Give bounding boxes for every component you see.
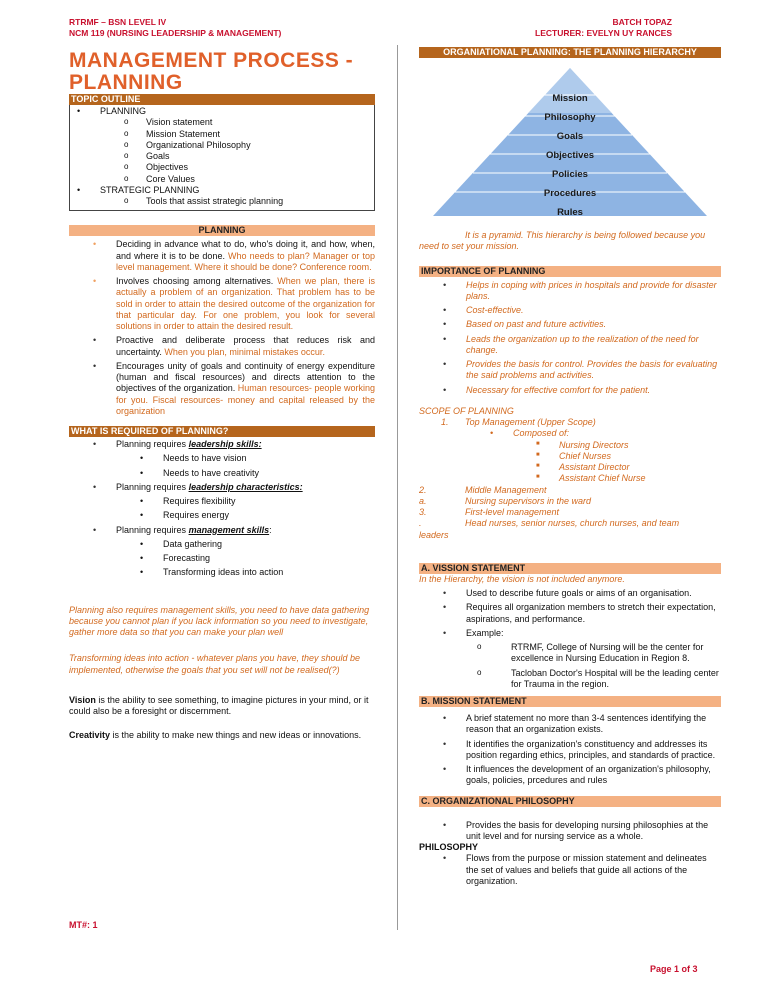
vision-item: • Requires all organization members to stretch their expectation, aspirations, and performance.	[419, 602, 721, 625]
vision-example	[419, 642, 721, 665]
importance-item: • Helps in coping with prices in hospitals and provide for disaster plans.	[419, 280, 721, 303]
topic-outline-heading: TOPIC OUTLINE	[69, 94, 375, 105]
vision-definition	[69, 695, 375, 718]
hierarchy-heading: ORGANIATIONAL PLANNING: THE PLANNING HIERARCHY	[419, 47, 721, 58]
philosophy-subheading: PHILOSOPHY	[419, 842, 479, 852]
requires-prefix: Planning requires	[116, 524, 187, 535]
square-bullet-icon: ■	[536, 440, 540, 447]
scope-first	[419, 507, 721, 518]
planning-list	[69, 239, 375, 417]
title-line-1: MANAGEMENT PROCESS -	[69, 49, 354, 72]
required-group	[69, 439, 375, 450]
outline-subitem: o Organizational Philosophy	[70, 140, 374, 151]
vision-heading: A. VISSION STATEMENT	[419, 563, 721, 574]
scope-label: Nursing supervisors in the ward	[465, 495, 592, 506]
vision-note: In the Hierarchy, the vision is not included anymore.	[419, 573, 625, 584]
scope-composed: • Composed of:	[419, 428, 721, 439]
pyramid-level-objectives: Objectives	[545, 150, 595, 161]
example-text: Tacloban Doctor's Hospital will be the leading center for Trauma in the region.	[511, 667, 719, 689]
planning-bullet	[69, 335, 375, 358]
required-heading: WHAT IS REQUIRED OF PLANNING?	[69, 426, 375, 437]
mission-heading: B. MISSION STATEMENT	[419, 696, 721, 707]
mission-item: • It influences the development of an organization's philosophy, goals, policies, prcedures and rules	[419, 764, 721, 787]
planning-bullet	[69, 361, 375, 417]
definition-text: is the ability to make new things and new ideas or innovations.	[110, 730, 362, 741]
scope-number: a.	[419, 495, 427, 506]
square-bullet-icon: ■	[536, 463, 540, 469]
scope-label: Head nurses, senior nurses, church nurses, and team	[465, 518, 680, 529]
term-vision: Vision	[69, 694, 96, 705]
member-label: Assistant Chief Nurse	[559, 473, 646, 484]
footer-page-number: Page 1 of 3	[650, 964, 698, 974]
scope-members	[419, 440, 721, 485]
definition-text: is the ability to see something, to imagine pictures in your mind, or it could also be a foresight or discernment.	[69, 694, 369, 717]
philosophy-list	[419, 820, 721, 888]
vision-example	[419, 668, 721, 691]
required-item: • Needs to have creativity	[69, 468, 375, 479]
importance-item: • Leads the organization up to the realization of the need for change.	[419, 334, 721, 357]
scope-label: First-level management	[465, 507, 560, 517]
outline-item: • STRATEGIC PLANNING	[70, 185, 374, 196]
colon: :	[269, 524, 272, 535]
scope-member	[536, 473, 721, 484]
requires-prefix: Planning requires	[116, 481, 187, 492]
scope-top	[419, 417, 721, 428]
mission-item: • A brief statement no more than 3-4 sentences identifying the reason that an organization exists.	[419, 713, 721, 736]
planning-bullet	[69, 276, 375, 332]
left-column	[69, 50, 375, 742]
importance-heading: IMPORTANCE OF PLANNING	[419, 266, 721, 277]
pyramid-level-philosophy: Philosophy	[544, 112, 596, 123]
column-divider	[397, 45, 398, 930]
scope-number: .	[419, 518, 422, 529]
philosophy-heading: C. ORGANIZATIONAL PHILOSOPHY	[419, 796, 721, 807]
pyramid-level-mission: Mission	[552, 93, 588, 104]
required-item: • Data gathering	[69, 539, 375, 550]
scope-label: Top Management (Upper Scope)	[465, 417, 596, 427]
required-group	[69, 525, 375, 536]
bullet-note: When you plan, minimal mistakes occur.	[164, 346, 325, 357]
term-creativity: Creativity	[69, 730, 111, 741]
importance-item: • Cost-effective.	[419, 305, 721, 316]
scope-number: 1.	[441, 417, 449, 427]
outline-subitem: o Mission Statement	[70, 129, 374, 140]
scope-member	[536, 462, 721, 473]
importance-item: • Necessary for effective comfort for the patient.	[419, 385, 721, 396]
bullet-text: Encourages unity of goals and continuity of energy expenditure (human and fiscal resources) and directs attention to the objectives of the organization.	[116, 360, 375, 394]
bullet-note: Human resources- people working for you. Fiscal resources- money and capital released by the organization	[116, 383, 375, 416]
scope-middle	[419, 485, 721, 496]
leadership-skills-label: leadership skills:	[188, 439, 262, 450]
header-batch: BATCH TOPAZ	[612, 17, 672, 27]
scope-first-b: leaders	[419, 529, 449, 540]
header-left	[69, 17, 281, 39]
member-label: Assistant Director	[559, 462, 630, 472]
required-item: • Forecasting	[69, 553, 375, 564]
pyramid-level-goals: Goals	[556, 131, 584, 142]
outline-item: • PLANNING	[70, 106, 374, 117]
outline-subitem: o Core Values	[70, 174, 374, 185]
bullet-text: Deciding in advance what to do, who's doing it, and how, when, and where it is to be done.	[116, 239, 375, 261]
pyramid-level-rules: Rules	[557, 207, 583, 218]
planning-bullet	[69, 239, 375, 273]
page-title	[69, 50, 375, 94]
required-item: • Requires flexibility	[69, 496, 375, 507]
title-line-2: PLANNING	[69, 71, 183, 95]
requires-prefix: Planning requires	[116, 439, 187, 450]
mission-item: • It identifies the organization's constituency and addresses its position regarding ethics, principles, and standards of practice.	[419, 739, 721, 762]
scope-of-planning	[419, 406, 721, 541]
importance-item: • Provides the basis for control. Provides the basis for evaluating the said problems and activities.	[419, 359, 721, 382]
leadership-characteristics-label: leadership characteristics:	[188, 481, 303, 492]
outline-subitem: o Goals	[70, 151, 374, 162]
pyramid-level-procedures: Procedures	[543, 188, 597, 199]
header-right	[535, 17, 672, 39]
outline-subitem: o Tools that assist strategic planning	[70, 196, 374, 207]
example-text: RTRMF, College of Nursing will be the center for excellence in Nursing Education in Region 8.	[511, 642, 704, 664]
planning-heading: PLANNING	[69, 225, 375, 236]
scope-number: 2.	[419, 484, 427, 495]
scope-member	[536, 439, 721, 451]
bullet-text: Proactive and deliberate process that reduces risk and uncertainty.	[116, 335, 375, 357]
pyramid-highlight	[528, 68, 612, 113]
scope-label: Middle Management	[465, 484, 547, 495]
note-transforming-ideas: Transforming ideas into action - whatever plans you have, they should be implemented, otherwise the goals that you set will not be realised(?)	[69, 653, 360, 675]
creativity-definition	[69, 730, 375, 741]
philosophy-item: • Flows from the purpose or mission statement and delineates the set of values and beliefs that guide all actions of the organization.	[419, 853, 721, 887]
scope-first-a	[419, 518, 721, 529]
topic-outline	[69, 105, 375, 211]
vision-list	[419, 588, 721, 690]
required-list	[69, 439, 375, 579]
required-item: • Needs to have vision	[69, 453, 375, 464]
mission-list	[419, 713, 721, 787]
planning-hierarchy-pyramid	[419, 68, 721, 216]
square-bullet-icon: ■	[536, 451, 540, 458]
hierarchy-caption: It is a pyramid. This hierarchy is being followed because you need to set your mission.	[419, 230, 706, 252]
bullet-text: Involves choosing among alternatives.	[116, 276, 274, 287]
square-bullet-icon: ■	[536, 474, 540, 481]
vision-item: • Used to describe future goals or aims of an organisation.	[419, 588, 721, 599]
required-item: • Requires energy	[69, 510, 375, 521]
scope-middle-a	[419, 496, 721, 507]
member-label: Nursing Directors	[559, 439, 629, 450]
note-management-skills: Planning also requires management skills, you need to have data gathering because you cannot plan if you lack information so you need to investigate, gather more data so that you can make your plan well	[69, 604, 370, 638]
header-lecturer: LECTURER: EVELYN UY RANCES	[535, 28, 672, 39]
circle-bullet-icon: o	[477, 667, 482, 677]
importance-list	[419, 280, 721, 396]
scope-number: 3.	[419, 507, 427, 517]
philosophy-item: • Provides the basis for developing nursing philosophies at the unit level and for nursing service as a whole.	[419, 820, 721, 843]
outline-subitem: o Vision statement	[70, 117, 374, 128]
required-group	[69, 482, 375, 493]
right-column	[419, 47, 721, 890]
bullet-note: Who needs to plan? Manager or top level management. Where it should be done? Conference room.	[116, 250, 375, 272]
footer-mt-number: MT#: 1	[69, 920, 98, 930]
scope-heading: SCOPE OF PLANNING	[419, 405, 514, 416]
management-skills-label: management skills	[188, 524, 270, 535]
circle-bullet-icon: o	[477, 642, 482, 651]
bullet-note: When we plan, there is actually a problem of an organization. That problem has to be sold in order to attain the desired outcome of the organization for that particular day. For one problem, you look for several solutions in order to attain the desired result.	[116, 276, 375, 332]
scope-member	[536, 450, 721, 462]
header-course-title: NCM 119 (NURSING LEADERSHIP & MANAGEMENT)	[69, 28, 282, 39]
member-label: Chief Nurses	[559, 450, 612, 461]
pyramid-level-policies: Policies	[552, 169, 588, 180]
importance-item: • Based on past and future activities.	[419, 319, 721, 330]
outline-subitem: o Objectives	[70, 162, 374, 173]
vision-item: • Example:	[419, 628, 721, 639]
header-course-level: RTRMF – BSN LEVEL IV	[69, 17, 167, 27]
required-item: • Transforming ideas into action	[69, 567, 375, 578]
